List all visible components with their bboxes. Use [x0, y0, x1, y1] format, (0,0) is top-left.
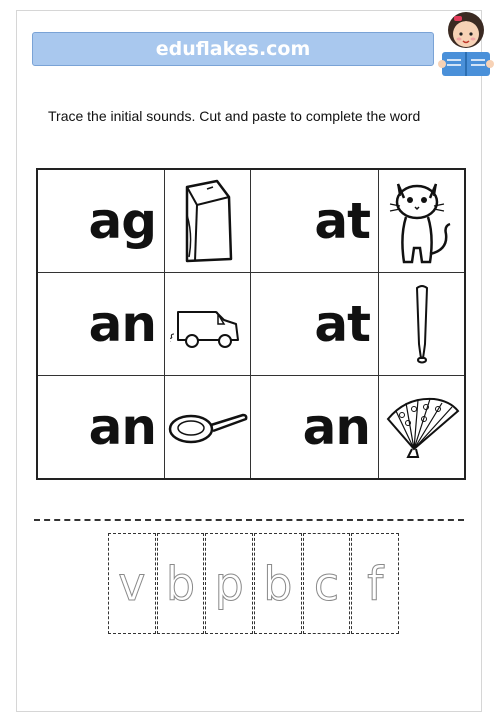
cutout-letter-box[interactable]: [108, 533, 156, 634]
cat-cell: [379, 170, 464, 273]
cat-icon: [386, 174, 458, 268]
word-cell: [38, 273, 165, 376]
trace-letter: v: [118, 556, 146, 611]
site-banner: [32, 32, 434, 66]
cutout-letter-box[interactable]: [351, 533, 399, 634]
frying-pan-icon: [167, 403, 249, 451]
trace-letter: b: [165, 556, 196, 611]
instructions-text: Trace the initial sounds. Cut and paste to complete the word: [48, 108, 421, 124]
trace-letter: f: [367, 556, 384, 611]
baseball-bat-cell: [379, 273, 464, 376]
word-ending: an: [88, 398, 156, 456]
frying-pan-cell: [165, 376, 251, 478]
trace-letter: c: [313, 556, 340, 611]
reading-girl-icon: [434, 8, 498, 80]
cut-line: [34, 519, 464, 521]
word-cell: [251, 273, 379, 376]
cutout-letter-box[interactable]: [303, 533, 351, 634]
word-cell: [38, 376, 165, 478]
word-ending: ag: [88, 192, 156, 250]
trace-letter: b: [263, 556, 293, 611]
word-ending: at: [314, 295, 370, 353]
paper-bag-icon: [173, 175, 243, 267]
paper-bag-cell: [165, 170, 251, 273]
van-cell: [165, 273, 251, 376]
baseball-bat-icon: [407, 282, 437, 366]
word-ending: an: [302, 398, 370, 456]
word-cell: [251, 170, 379, 273]
hand-fan-cell: [379, 376, 464, 478]
word-cell: [38, 170, 165, 273]
site-title: eduflakes.com: [155, 38, 311, 60]
hand-fan-icon: [384, 395, 460, 459]
word-ending: an: [88, 295, 156, 353]
trace-letter: p: [214, 556, 244, 611]
van-icon: [170, 294, 246, 354]
word-cell: [251, 376, 379, 478]
word-picture-grid: [36, 168, 466, 480]
cutout-letter-box[interactable]: [254, 533, 302, 634]
cutout-letter-box[interactable]: [157, 533, 205, 634]
cutout-letter-box[interactable]: [205, 533, 253, 634]
cutout-letters-strip: [108, 533, 400, 636]
word-ending: at: [314, 192, 370, 250]
